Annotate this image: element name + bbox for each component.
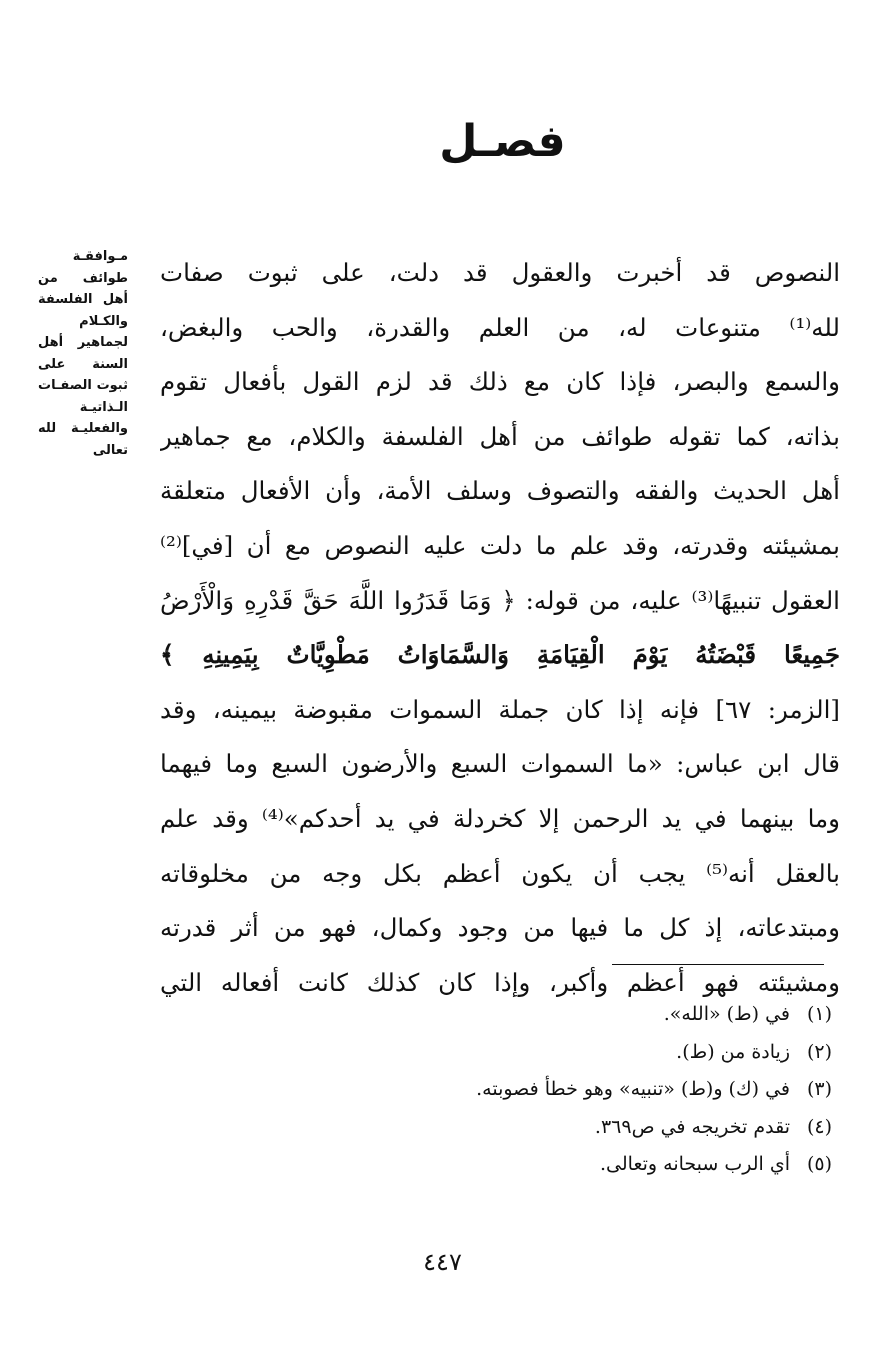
footnote (300, 1071, 832, 1109)
text-line: بذاته، كما تقوله طوائف من أهل الفلسفة والكلام، مع جماهير (160, 421, 840, 451)
footnote-text: زيادة من (ط). (676, 1040, 790, 1063)
footnote-number: (١) (806, 1003, 832, 1025)
text-line: بالعقل أنه⁽⁵⁾ يجب أن يكون أعظم بكل وجه من مخلوقاته (160, 858, 840, 888)
footnote (300, 1034, 832, 1072)
text-line: قال ابن عباس: «ما السموات السبع والأرضون السبع وما فيهما (160, 749, 840, 779)
margin-note: مـوافقـة طوائف من أهل الفلسفة والكـلام لجماهير أهل السنة على ثبوت الصفـات الـذاتيـة والفعليـة لله تعالى (38, 249, 128, 458)
footnote-number: (٣) (806, 1078, 832, 1100)
footnotes (300, 996, 832, 1184)
footnote-number: (٤) (806, 1115, 832, 1138)
quran-verse-line: جَمِيعًا قَبْضَتُهُ يَوْمَ الْقِيَامَةِ وَالسَّمَاوَاتُ مَطْوِيَّاتٌ بِيَمِينِهِ ﴾ (160, 640, 840, 670)
footnote-number: (٥) (806, 1153, 832, 1175)
text-line: العقول تنبيهًا⁽³⁾ عليه، من قوله: ﴿ وَمَا قَدَرُوا اللَّهَ حَقَّ قَدْرِهِ وَالْأَرْضُ (160, 585, 840, 615)
text-line: والسمع والبصر، فإذا كان مع ذلك قد لزم القول بأفعال تقوم (160, 367, 840, 397)
text-line: وما بينهما في يد الرحمن إلا كخردلة في يد أحدكم»⁽⁴⁾ وقد علم (160, 803, 840, 833)
footnote-number: (٢) (806, 1040, 832, 1063)
section-heading: فصـل (439, 116, 566, 167)
text-line: بمشيئته وقدرته، وقد علم ما دلت عليه النصوص مع أن [في]⁽²⁾ (160, 530, 840, 560)
main-text (160, 246, 840, 1010)
page-number: ٤٤٧ (423, 1248, 462, 1276)
text-line: أهل الحديث والفقه والتصوف وسلف الأمة، وأن الأفعال متعلقة (160, 476, 840, 506)
footnote-text: في (ك) و(ط) «تنبيه» وهو خطأ فصوبته. (476, 1078, 790, 1100)
footnote (300, 996, 832, 1034)
footnote (300, 1146, 832, 1184)
footnote-text: تقدم تخريجه في ص٣٦٩. (594, 1115, 790, 1138)
footnote-text: أي الرب سبحانه وتعالى. (600, 1153, 790, 1175)
text-line: ومبتدعاته، إذ كل ما فيها من وجود وكمال، فهو من أثر قدرته (160, 913, 840, 943)
text-line: النصوص قد أخبرت والعقول قد دلت، على ثبوت صفات (160, 258, 840, 287)
text-line: ومشيئته فهو أعظم وأكبر، وإذا كان كذلك كانت أفعاله التي (160, 967, 840, 997)
footnote-divider (612, 964, 824, 965)
footnote (300, 1109, 832, 1147)
footnote-text: في (ط) «الله». (663, 1003, 790, 1025)
text-line: [الزمر: ٦٧] فإنه إذا كان جملة السموات مقبوضة بيمينه، وقد (160, 694, 840, 724)
text-line: لله⁽¹⁾ متنوعات له، من العلم والقدرة، والحب والبغض، (160, 312, 840, 342)
